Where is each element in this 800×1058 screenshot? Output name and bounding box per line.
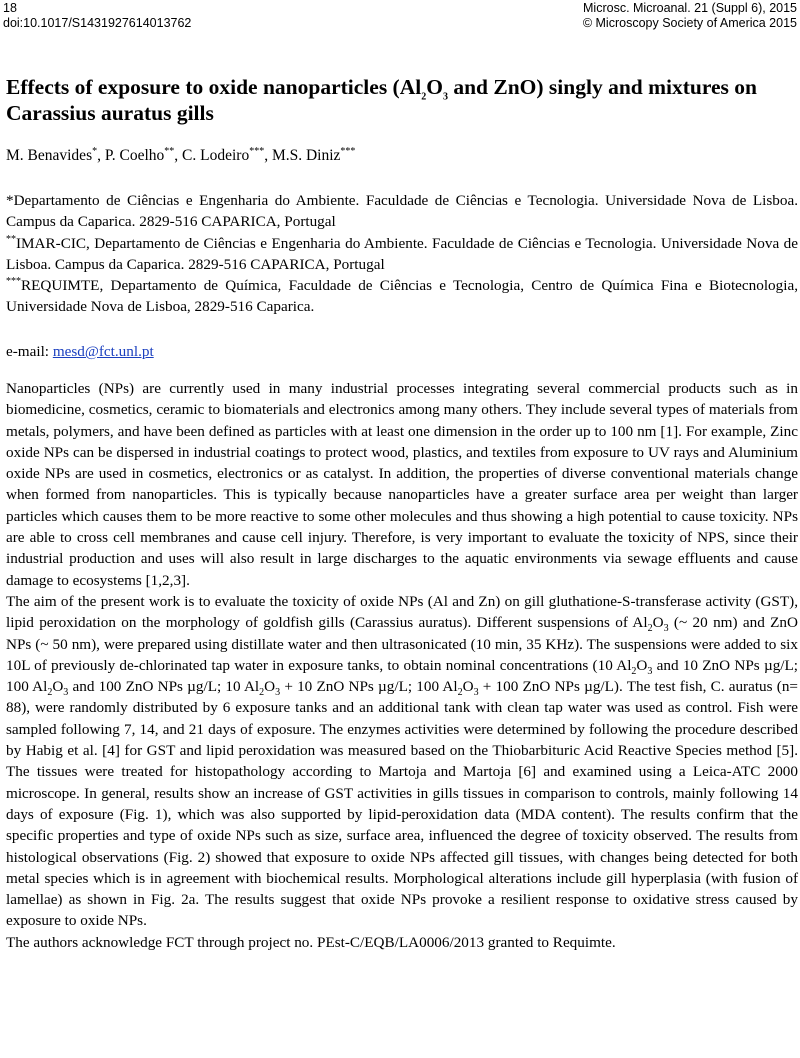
paper-title: Effects of exposure to oxide nanoparticles ($Al_2O_3$ and ZnO) singly and mixtures on Carassius auratus gills	[6, 75, 758, 125]
affiliation-1: *Departamento de Ciências e Engenharia do Ambiente. Faculdade de Ciências e Tecnologia. Universidade Nova de Lisboa. Campus da Caparica. 2829-516 CAPARICA, Portugal	[6, 192, 798, 231]
copyright: © Microscopy Society of America 2015	[582, 16, 797, 30]
affiliations	[6, 190, 798, 318]
page-header	[0, 0, 800, 40]
email-link[interactable]: mesd@fct.unl.pt	[52, 343, 154, 360]
paragraph-introduction: Nanoparticles (NPs) are currently used in many industrial processes integrating several commercial products such as in biomedicine, cosmetics, ceramic to biomaterials and electronics among many others. They include several types of materials from metals, polymers, and have been defined as particles with at least one dimension in the order up to 100 nm [1]. For example, Zinc oxide NPs can be dispersed in industrial coatings to protect wood, plastics, and textiles from exposure to UV rays and Aluminium oxide NPs are used in cosmetics, electronics or as catalyst. In addition, the properties of diverse conventional materials change when formed from nanoparticles. This is typically because nanoparticles have a greater surface area per weight than larger particles which causes them to be more reactive to some other molecules and thus showing a high potential to cause toxicity. NPs are able to cross cell membranes and cause cell injury. Therefore, is very important to evaluate the toxicity of NPS, since their industrial production and uses will also result in large discharges to the aquatic environments via sewage effluents and cause damage to ecosystems [1,2,3].	[6, 380, 798, 589]
paragraph-methods-results: The aim of the present work is to evaluate the toxicity of oxide NPs (Al and Zn) on gill gluthatione-S-transferase activity (GST), lipid peroxidation on the morphology of goldfish gills (Carassius auratus). Different suspensions of $Al_2O_3$ (~ 20 nm) and ZnO NPs (~ 50 nm), were prepared using distillate water and then ultrasonicated (10 min, 35 KHz). The suspensions were added to six 10L of previously de-chlorinated tap water in exposure tanks, to obtain nominal concentrations (10 $Al_2O_3$ and 10 ZnO NPs µg/L; 100 $Al_2O_3$ and 100 ZnO NPs µg/L; 10 $Al_2O_3 + 10$ ZnO NPs µg/L; 100 $Al_2O_3 + 100$ ZnO NPs µg/L). The test fish, C. auratus (n= 88), were randomly distributed by 6 exposure tanks and an additional tank with clean tap water was used as control. Fish were sampled following 7, 14, and 21 days of exposure. The enzymes activities were determined by following the procedure described by Habig et al. [4] for GST and lipid peroxidation was measured based on the Thiobarbituric Acid Reactive Species method [5]. The tissues were treated for histopathology according to Martoja and Martoja [6] and examined using a Leica-ATC 2000 microscope. In general, results show an increase of GST activities in gills tissues in comparison to controls, mainly following 14 days of exposure (Fig. 1), which was also supported by lipid-peroxidation data (MDA content). The results confirm that the specific properties and type of oxide NPs such as size, surface area, influenced the degree of toxicity observed. The results from histological observations (Fig. 2) showed that exposure to oxide NPs affected gill tissues, with changes being detected for both metal species which is in agreement with biochemical results. Morphological alterations include gill hyperplasia (with fusion of lamellae) as shown in Fig. 2a. The results suggest that oxide NPs provoke a resilient response to oxidative stress caused by exposure to oxide NPs.	[6, 592, 799, 930]
header-right	[583, 1, 797, 31]
journal-citation: Microsc. Microanal. 21 (Suppl 6), 2015	[583, 1, 797, 15]
author-list: M. Benavides*, P. Coelho**, C. Lodeiro***, M.S. Diniz***	[6, 145, 356, 164]
contact-email: e-mail: mesd@fct.unl.pt	[6, 343, 154, 360]
doi: doi:10.1017/S1431927614013762	[3, 16, 192, 30]
acknowledgement: The authors acknowledge FCT through project no. PEst-C/EQB/LA0006/2013 granted to Requimte.	[6, 933, 616, 951]
affiliation-2: **IMAR-CIC, Departamento de Ciências e Engenharia do Ambiente. Faculdade de Ciências e Tecnologia. Universidade Nova de Lisboa. Campus da Caparica. 2829-516 CAPARICA, Portugal	[6, 233, 798, 273]
header-left	[3, 1, 191, 31]
affiliation-3: ***REQUIMTE, Departamento de Química, Faculdade de Ciências e Tecnologia, Centro de Química Fina e Biotecnologia, Universidade Nova de Lisboa, 2829-516 Caparica.	[6, 276, 798, 316]
abstract-body	[6, 378, 798, 953]
page-number: 18	[3, 1, 17, 15]
